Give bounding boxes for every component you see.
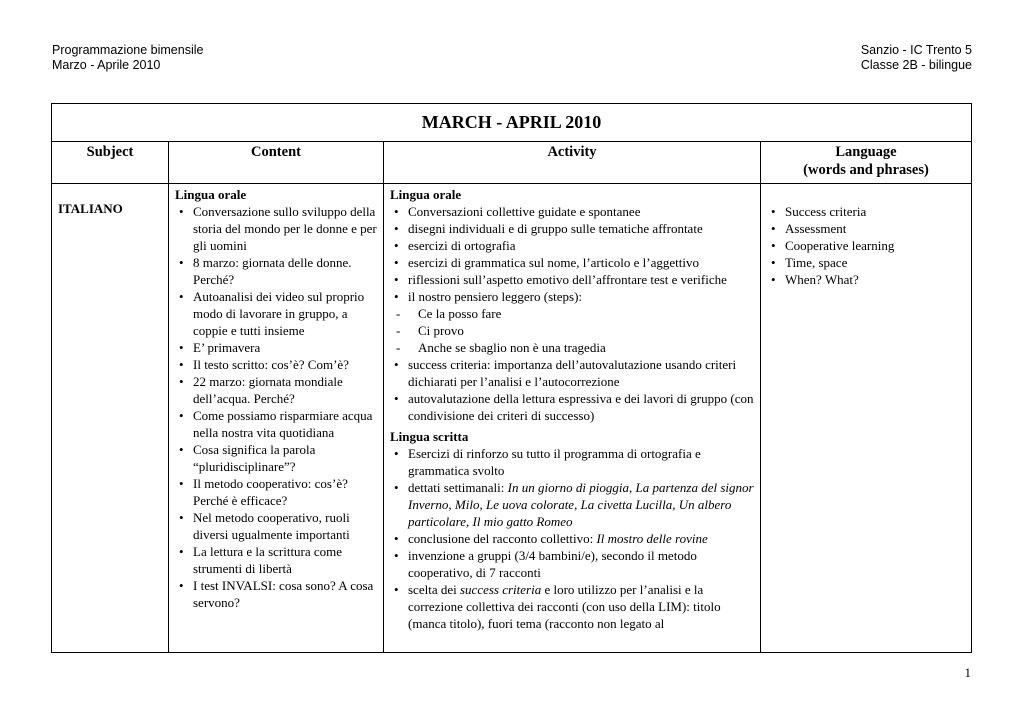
list-item — [390, 479, 756, 530]
list-item: • Il testo scritto: cos’è? Com’è? — [175, 356, 379, 373]
criteria-prefix: scelta dei — [408, 582, 460, 597]
activity-oral-heading: Lingua orale — [390, 187, 462, 202]
list-item: • E’ primavera — [175, 339, 379, 356]
step-item: - Ce la posso fare — [390, 305, 756, 322]
language-list — [767, 203, 967, 288]
header-right — [861, 43, 972, 73]
list-item: • esercizi di ortografia — [390, 237, 756, 254]
header-right-line2: Classe 2B - bilingue — [860, 58, 972, 72]
list-item: • Come possiamo risparmiare acqua nella nostra vita quotidiana — [175, 407, 379, 441]
table-title: MARCH - APRIL 2010 — [52, 104, 971, 142]
list-item: • Cooperative learning — [767, 237, 967, 254]
activity-oral-list — [390, 203, 756, 424]
list-item — [390, 530, 756, 547]
content-list — [175, 203, 379, 611]
activity-written-heading: Lingua scritta — [390, 429, 469, 444]
list-item: • Success criteria — [767, 203, 967, 220]
subject-cell: ITALIANO — [52, 184, 169, 653]
list-item: • Nel metodo cooperativo, ruoli diversi ugualmente importanti — [175, 509, 379, 543]
list-item: • Il metodo cooperativo: cos’è? Perché è efficace? — [175, 475, 379, 509]
col-language-title: Language — [835, 144, 897, 160]
column-header-row — [52, 142, 971, 184]
list-item: • Assessment — [767, 220, 967, 237]
table-row — [52, 184, 971, 653]
list-item: • il nostro pensiero leggero (steps): — [390, 288, 756, 305]
header-left — [52, 43, 203, 73]
col-activity-header: Activity — [384, 142, 761, 183]
header-left-line2: Marzo - Aprile 2010 — [52, 58, 161, 72]
list-item: • autovalutazione della lettura espressiva e dei lavori di gruppo (con condivisione dei criteri di successo) — [390, 390, 756, 424]
list-item: • success criteria: importanza dell’autovalutazione usando criteri dichiarati per l’analisi e l’autocorrezione — [390, 356, 756, 390]
list-item: • La lettura e la scrittura come strumenti di libertà — [175, 543, 379, 577]
program-table — [51, 103, 972, 653]
list-item: • Cosa significa la parola “pluridisciplinare”? — [175, 441, 379, 475]
criteria-suffix: e loro utilizzo per l’analisi e la correzione collettiva dei racconti (con uso della LIM): titolo (manca titolo), fuori tema (racconto non legato al — [408, 582, 721, 631]
page-number: 1 — [964, 665, 971, 680]
activity-written-list — [390, 445, 756, 632]
list-item: • I test INVALSI: cosa sono? A cosa servono? — [175, 577, 379, 611]
story-label: conclusione del racconto collettivo: — [408, 531, 597, 546]
list-item: • Conversazioni collettive guidate e spontanee — [390, 203, 756, 220]
list-item: • invenzione a gruppi (3/4 bambini/e), secondo il metodo cooperativo, di 7 racconti — [390, 547, 756, 581]
dictation-titles: In un giorno di pioggia, La partenza del signor Inverno, Milo, Le uova colorate, La civetta Lucilla, Un albero particolare, Il mio gatto Romeo — [408, 480, 754, 529]
header-left-line1: Programmazione bimensile — [52, 43, 204, 57]
list-item: • 8 marzo: giornata delle donne. Perché? — [175, 254, 379, 288]
list-item: • riflessioni sull’aspetto emotivo dell’affrontare test e verifiche — [390, 271, 756, 288]
language-cell — [761, 184, 971, 653]
col-subject-header: Subject — [52, 142, 169, 183]
col-content-header: Content — [169, 142, 384, 183]
step-item: - Anche se sbaglio non è una tragedia — [390, 339, 756, 356]
content-heading: Lingua orale — [175, 187, 247, 202]
col-language-header — [761, 142, 971, 183]
list-item: • Autoanalisi dei video sul proprio modo di lavorare in gruppo, a coppie e tutti insieme — [175, 288, 379, 339]
criteria-italic: success criteria — [459, 582, 542, 597]
dictation-label: dettati settimanali: — [408, 480, 508, 495]
list-item: • When? What? — [767, 271, 967, 288]
list-item: • Time, space — [767, 254, 967, 271]
list-item: • Esercizi di rinforzo su tutto il programma di ortografia e grammatica svolto — [390, 445, 756, 479]
content-cell — [169, 184, 384, 653]
list-item — [390, 581, 756, 632]
step-item: - Ci provo — [390, 322, 756, 339]
header-right-line1: Sanzio - IC Trento 5 — [860, 43, 972, 57]
col-language-subtitle: (words and phrases) — [803, 162, 929, 178]
list-item: • 22 marzo: giornata mondiale dell’acqua. Perché? — [175, 373, 379, 407]
list-item: • Conversazione sullo sviluppo della storia del mondo per le donne e per gli uomini — [175, 203, 379, 254]
list-item: • disegni individuali e di gruppo sulle tematiche affrontate — [390, 220, 756, 237]
activity-cell — [384, 184, 761, 653]
list-item: • esercizi di grammatica sul nome, l’articolo e l’aggettivo — [390, 254, 756, 271]
story-title: Il mostro delle rovine — [596, 531, 708, 546]
